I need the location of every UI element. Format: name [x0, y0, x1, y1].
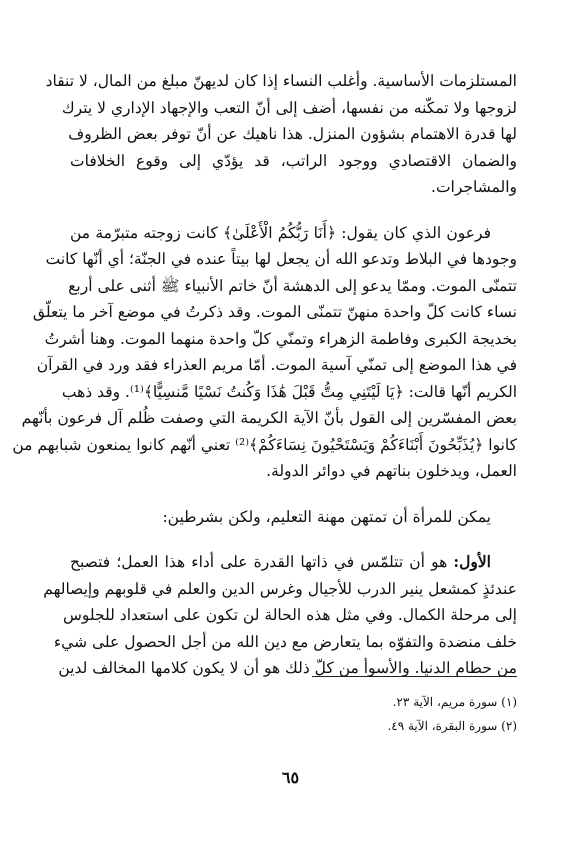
paragraph-4	[43, 549, 517, 682]
footnotes	[217, 690, 517, 738]
paragraph-gap	[70, 485, 517, 504]
text-line: بخديجة الكبرى وفاطمة الزهراء وتمنّي كلّ واحدة منهما الموت. وهنا أشرتُ	[44, 329, 517, 348]
paragraph-1	[45, 68, 517, 201]
footnote: (١) سورة مريم، الآية ٢٣.	[392, 695, 517, 709]
text-line: وجودها في البلاط وتدعو الله أن يجعل لها بيتاً عنده في الجنّة؛ أي أنّها كانت	[45, 250, 517, 268]
text-line: الكريم أنّها قالت: ﴿يَا لَيْتَنِي مِتُّ قَبْلَ هَٰذَا وَكُنتُ نَسْيًا مَّنسِيًّا﴾⁽¹⁾. وقد ذهب	[61, 382, 517, 401]
text-line: إلى مرحلة الكمال. وفي مثل هذه الحالة لن تكون على استعداد للجلوس	[62, 606, 517, 624]
text-line: والضمان الاقتصادي ووجود الراتب، قد يؤدّي إلى وقوع الخلافات	[70, 151, 517, 170]
text-line: نساء كانت كلّ واحدة منهنّ تتمنّى الموت. وقد ذكرتُ في موضع آخر ما يتعلّق	[32, 303, 517, 321]
paragraph-gap	[70, 530, 517, 549]
text-span: هو أن تتلمّس في ذاتها القدرة على أداء هذا العمل؛ فتصبح	[70, 553, 454, 571]
text-line: تتمنّى الموت. وممّا يدعو إلى الدهشة أنّ خاتم الأنبياء ﷺ أثنى على أربع	[68, 276, 517, 295]
text-line: عندئذٍ كمشعل ينير الدرب للأجيال وغرس الدين والعلم في قلوبهم وإيصالهم	[43, 579, 517, 598]
text-line: خلف منضدة والتفوّه بما يتعارض مع دين الله من أجل الحصول على شيء	[53, 632, 517, 651]
footnote: (٢) سورة البقرة، الآية ٤٩.	[387, 719, 517, 733]
text-line: المستلزمات الأساسية. وأغلب النساء إذا كان لديهنّ مبلغ من المال، لا تنقاد	[45, 72, 517, 90]
paragraph-3	[70, 504, 517, 531]
text-line	[70, 549, 517, 576]
condition-heading: الأول:	[453, 552, 491, 571]
text-line: من حطام الدنيا. والأسوأ من كلّ ذلك هو أن لا يكون كلامها المخالف لدين	[58, 659, 517, 677]
text-line: لها قدرة الاهتمام بشؤون المنزل. هذا ناهيك عن أنّ توفر بعض الظروف	[68, 125, 517, 143]
body-text	[12, 68, 517, 682]
text-line: فرعون الذي كان يقول: ﴿أَنَا رَبُّكُمُ الْأَعْلَىٰ﴾ كانت زوجته متبرّمة من	[70, 223, 491, 242]
paragraph-2	[12, 220, 517, 485]
text-line: بعض المفسّرين إلى القول بأنّ الآية الكريمة التي وصفت ظُلم آل فرعون بأنّهم	[21, 409, 517, 427]
page-number: ٦٥	[281, 768, 300, 787]
paragraph-gap	[70, 201, 517, 220]
footnote-divider	[312, 676, 517, 677]
text-line: لزوجها ولا تمكّنه من نفسها، أضف إلى أنّ التعب والإجهاد الإداري لا يترك	[61, 98, 517, 117]
text-line: والمشاجرات.	[431, 178, 517, 196]
text-line: العمل، ويدخلون بناتهم في دوائر الدولة.	[266, 462, 517, 480]
text-line: في هذا الموضع إلى تمنّي آسية الموت. أمّا مريم العذراء فقد ورد في القرآن	[36, 356, 517, 374]
text-line: يمكن للمرأة أن تمتهن مهنة التعليم، ولكن بشرطين:	[162, 507, 491, 526]
text-line: كانوا ﴿يُذَبِّحُونَ أَبْنَاءَكُمْ وَيَسْتَحْيُونَ نِسَاءَكُمْ﴾⁽²⁾ تعني أنّهم كانوا يمنعون شبابهم من	[12, 435, 517, 454]
